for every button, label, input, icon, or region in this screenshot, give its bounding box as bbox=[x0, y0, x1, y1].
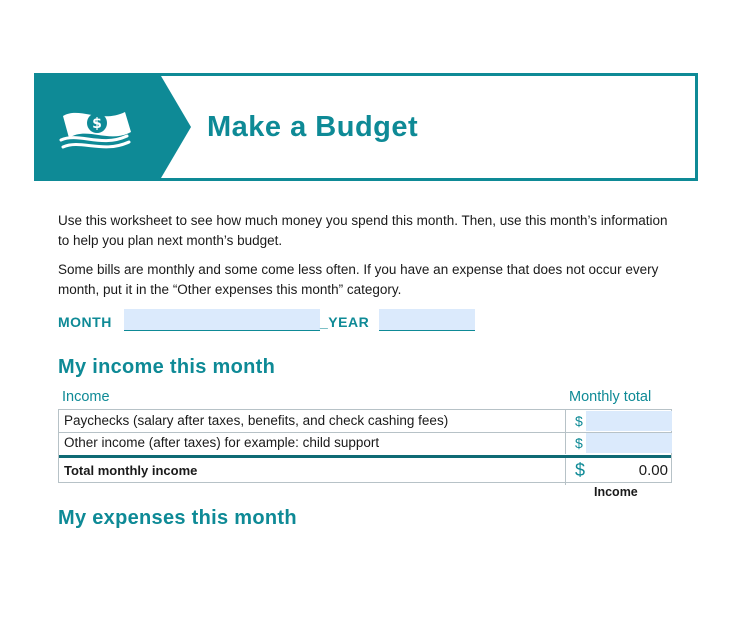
expenses-section-heading: My expenses this month bbox=[58, 507, 297, 529]
other-income-amount-field[interactable] bbox=[565, 432, 672, 454]
year-label: _YEAR bbox=[320, 314, 370, 330]
header-arrow bbox=[161, 76, 191, 178]
table-row bbox=[59, 432, 671, 454]
intro-paragraph-2: Some bills are monthly and some come less often. If you have an expense that does not occur every month, put it in the “Other expenses this month” category. bbox=[58, 262, 659, 297]
money-bill-icon bbox=[57, 102, 137, 154]
month-label: MONTH bbox=[58, 314, 112, 330]
income-column-header: Income bbox=[62, 389, 110, 405]
paychecks-amount-field[interactable] bbox=[565, 410, 672, 432]
income-caption: Income bbox=[594, 485, 638, 499]
total-income-cell bbox=[565, 458, 672, 485]
intro-paragraph-1: Use this worksheet to see how much money you spend this month. Then, use this month’s information to help you plan next month’s budget. bbox=[58, 213, 668, 248]
total-income-label: Total monthly income bbox=[64, 463, 198, 478]
currency-symbol: $ bbox=[575, 460, 586, 480]
paychecks-label: Paychecks (salary after taxes, benefits, and check cashing fees) bbox=[64, 413, 449, 428]
currency-symbol: $ bbox=[575, 435, 583, 451]
other-income-amount-input[interactable] bbox=[586, 433, 672, 453]
table-row bbox=[59, 410, 671, 433]
currency-symbol: $ bbox=[575, 413, 583, 429]
year-field[interactable] bbox=[379, 309, 475, 331]
page-header bbox=[34, 73, 698, 181]
total-income-value: 0.00 bbox=[638, 462, 668, 479]
page-title: Make a Budget bbox=[207, 111, 419, 143]
monthly-total-column-header: Monthly total bbox=[569, 389, 652, 405]
table-row-total bbox=[59, 455, 671, 485]
income-section-heading: My income this month bbox=[58, 356, 276, 378]
month-field[interactable] bbox=[124, 309, 320, 331]
other-income-label: Other income (after taxes) for example: child support bbox=[64, 435, 380, 450]
income-table bbox=[58, 409, 672, 483]
svg-text:$: $ bbox=[92, 116, 102, 132]
header-icon-panel bbox=[37, 76, 161, 178]
paychecks-amount-input[interactable] bbox=[586, 411, 672, 431]
